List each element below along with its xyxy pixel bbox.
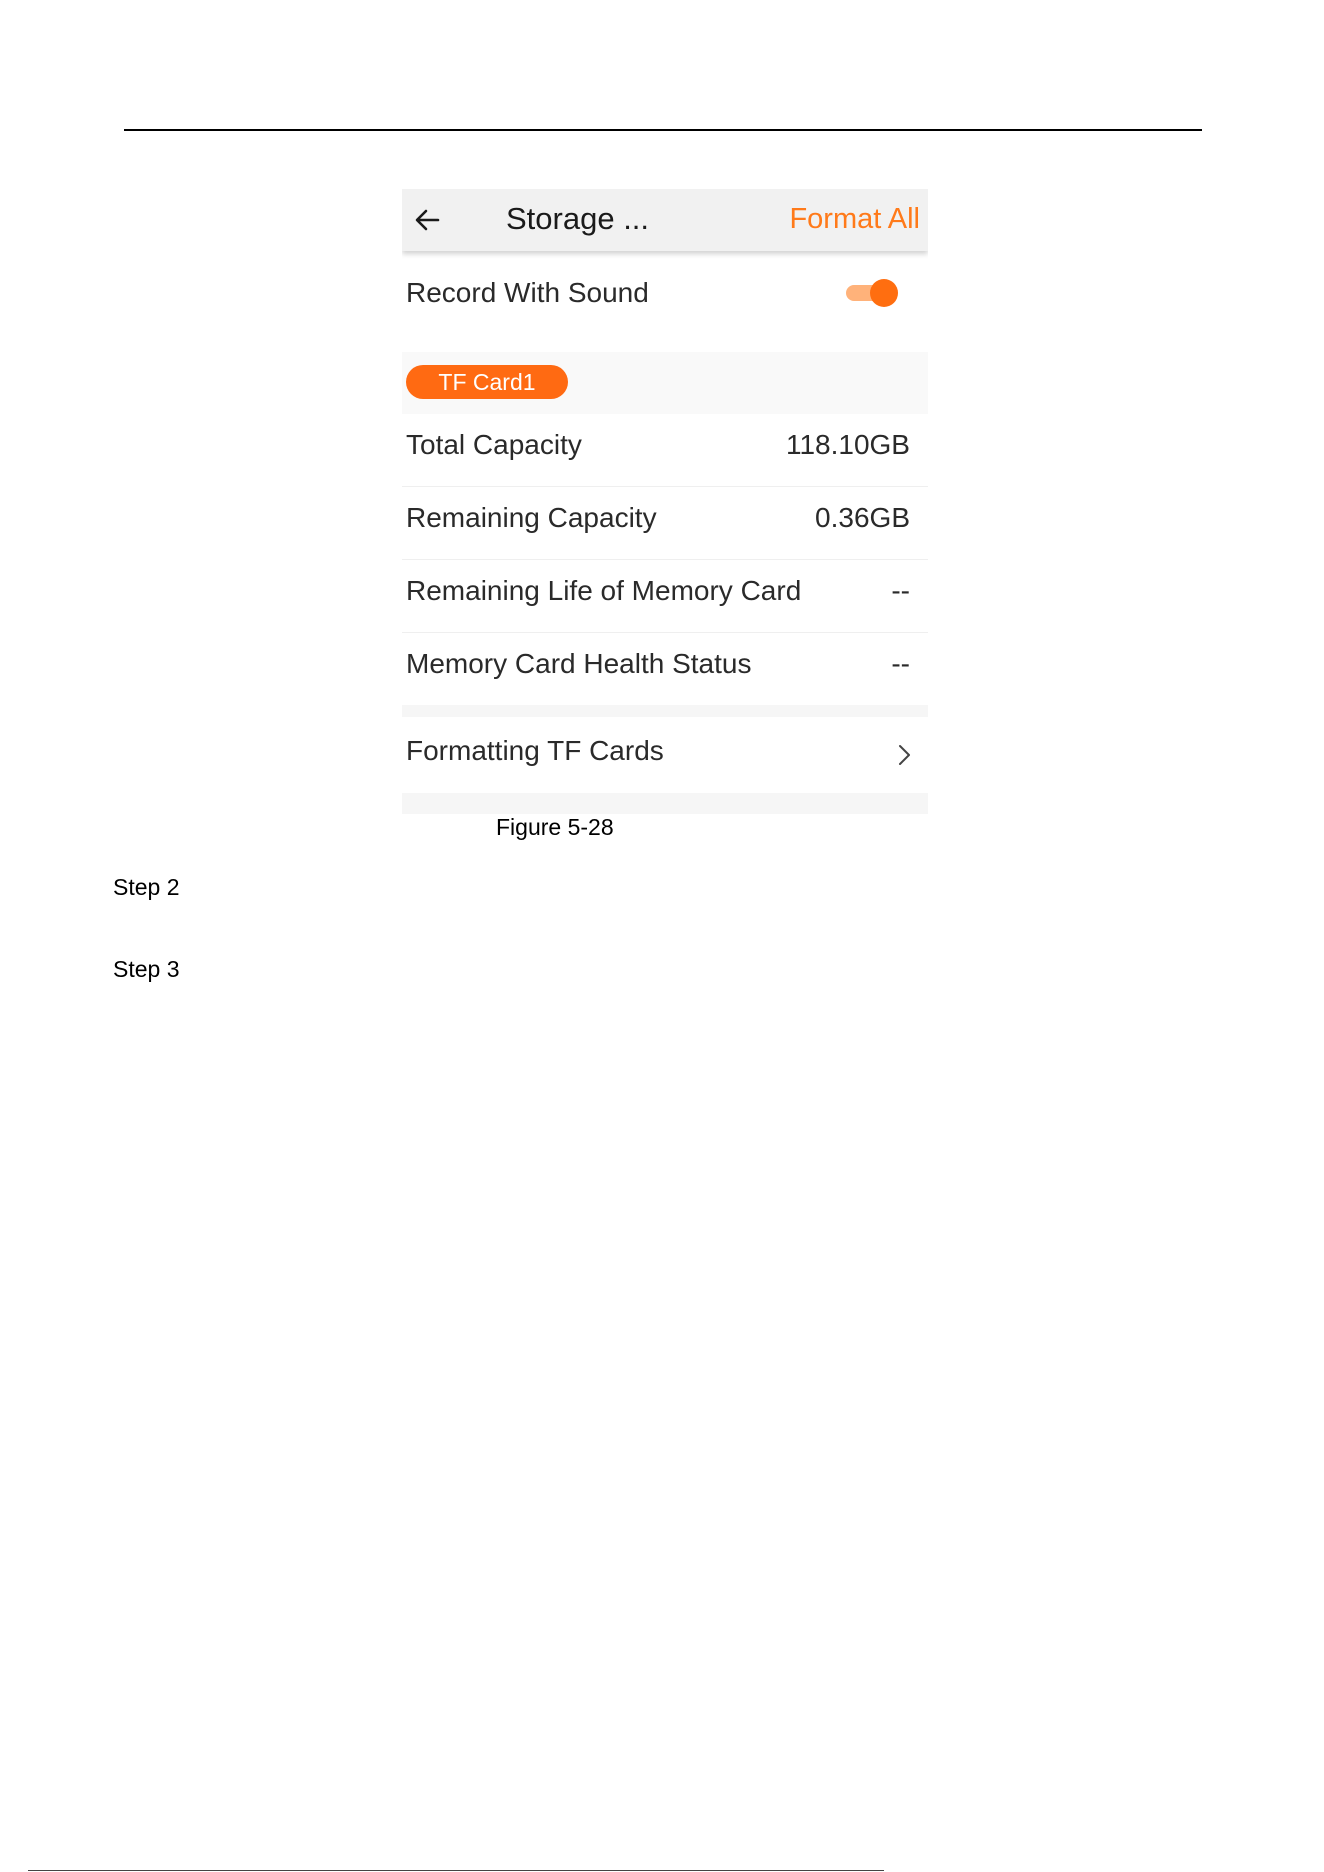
info-row-remaining-capacity [402,487,928,559]
arrow-left-icon[interactable] [412,205,442,235]
record-with-sound-toggle[interactable] [846,279,898,307]
footer-rule [28,1870,884,1871]
info-row-remaining-life [402,560,928,632]
info-row-value: -- [891,648,910,679]
header-rule [124,129,1202,131]
app-bar [402,189,928,251]
info-row-value: 0.36GB [815,502,910,533]
storage-settings-screenshot [402,189,928,814]
step-label: Step 3 [113,956,180,982]
record-with-sound-row [402,251,928,352]
info-row-label: Remaining Life of Memory Card [406,575,802,606]
info-row-total-capacity [402,414,928,486]
step-label: Step 2 [113,874,180,900]
format-all-button[interactable]: Format All [789,203,920,235]
info-row-label: Remaining Capacity [406,502,657,533]
info-row-label: Memory Card Health Status [406,648,752,679]
figure-caption: Figure 5-28 [496,814,614,840]
info-row-label: Total Capacity [406,429,582,460]
tf-card-tab[interactable]: TF Card1 [406,365,568,399]
record-with-sound-label: Record With Sound [406,277,649,308]
page-title: Storage ... [506,201,650,236]
info-row-health-status [402,633,928,705]
formatting-tf-cards-row[interactable] [402,717,928,793]
info-row-value: -- [891,575,910,606]
info-row-value: 118.10GB [785,429,910,460]
formatting-tf-cards-label: Formatting TF Cards [406,735,664,766]
chevron-right-icon [896,741,914,769]
toggle-knob [870,279,898,307]
